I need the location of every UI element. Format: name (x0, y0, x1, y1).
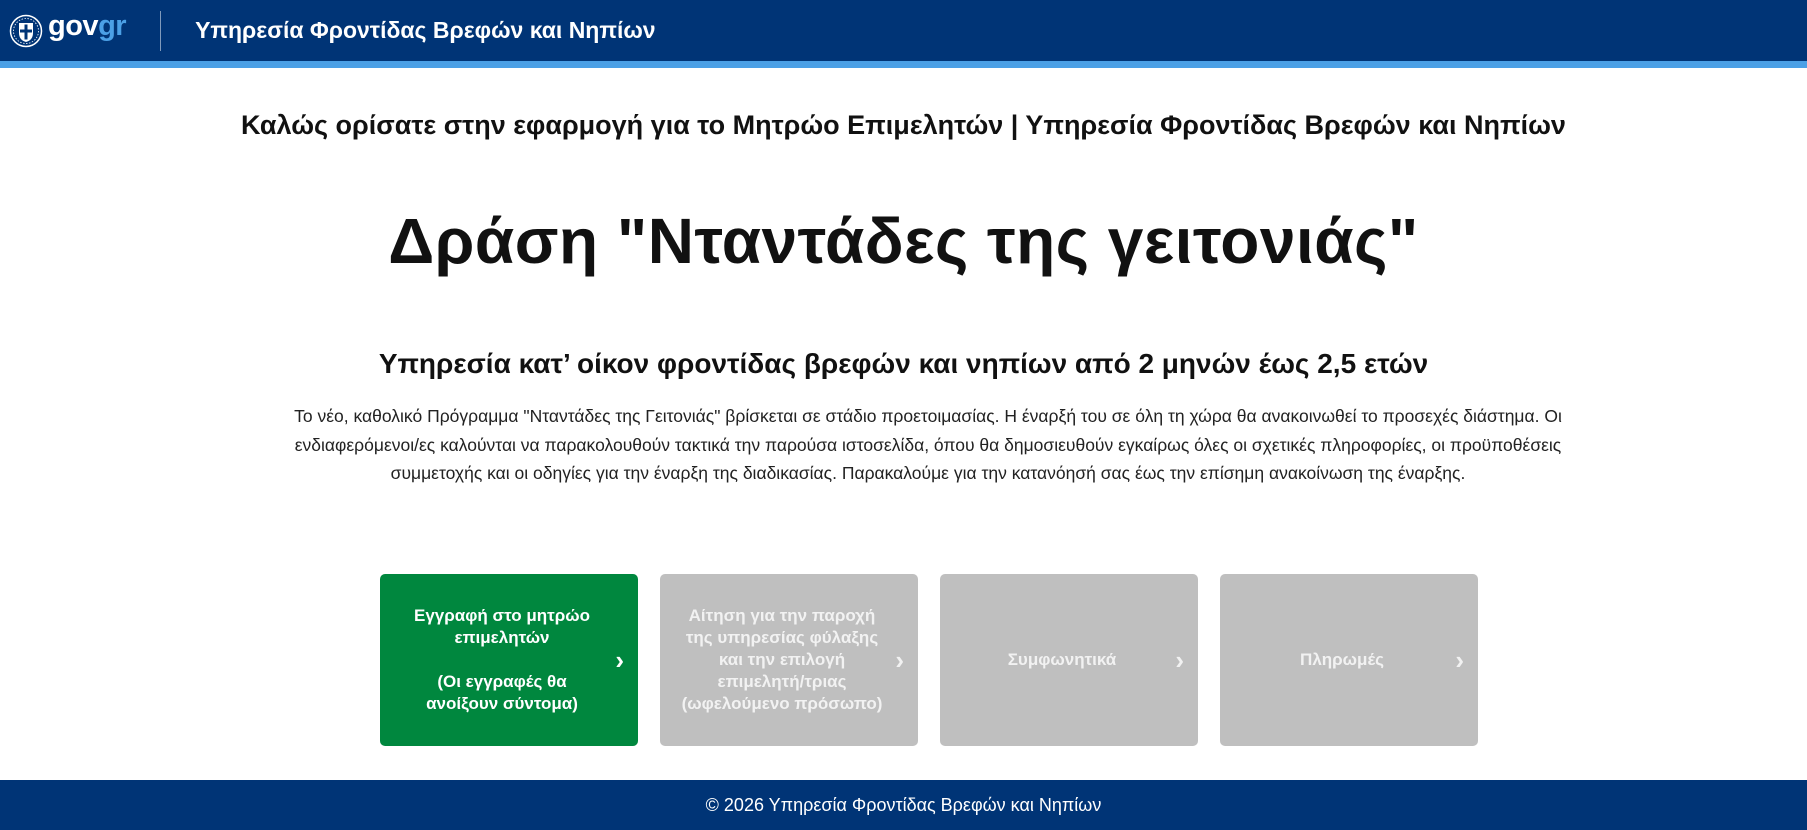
card-label: Πληρωμές (1300, 650, 1384, 669)
site-footer (0, 780, 1807, 830)
card-label: Συμφωνητικά (1007, 650, 1117, 669)
main-content (0, 68, 1807, 780)
logo-gr-text: gr (98, 10, 127, 42)
register-caregiver-card[interactable] (380, 574, 638, 746)
logo-gov-text: gov (48, 10, 99, 42)
chevron-right-icon: › (1175, 645, 1184, 675)
govgr-logo[interactable] (8, 1, 126, 61)
agreements-card[interactable] (940, 574, 1198, 746)
service-title-link[interactable]: Υπηρεσία Φροντίδας Βρεφών και Νηπίων (195, 17, 656, 43)
chevron-right-icon: › (1455, 645, 1464, 675)
card-label: Εγγραφή στο μητρώο επιμελητών (Οι εγγραφές θα ανοίξουν σύντομα) (414, 606, 590, 713)
card-label: Αίτηση για την παροχή της υπηρεσίας φύλαξης και την επιλογή επιμελητή/τριας (ωφελούμενο πρόσωπο) (681, 606, 883, 713)
greek-emblem-icon (8, 13, 44, 49)
action-cards (380, 574, 1500, 746)
service-subtitle: Υπηρεσία κατ’ οίκον φροντίδας βρεφών και νηπίων από 2 μηνών έως 2,5 ετών (378, 348, 1429, 379)
welcome-heading: Καλώς ορίσατε στην εφαρμογή για το Μητρώο Επιμελητών | Υπηρεσία Φροντίδας Βρεφών και Νηπίων (241, 110, 1566, 140)
program-description: Το νέο, καθολικό Πρόγραμμα "Νταντάδες της Γειτονιάς" βρίσκεται σε στάδιο προετοιμασίας. Η έναρξή του σε όλη τη χώρα θα ανακοινωθεί το προσεχές διάστημα. Οι ενδιαφερόμενοι/ες καλούνται να παρακολουθούν τακτικά την παρούσα ιστοσελίδα, όπου θα δημοσιευθούν εγκαίρως όλες οι σχετικές πληροφορίες, οι προϋποθέσεις συμμετοχής και οι οδηγίες για την έναρξη της διαδικασίας. Παρακαλούμε για την κατανόησή σας έως την επίσημη ανακοίνωση της έναρξης. (294, 406, 1562, 483)
chevron-right-icon: › (615, 645, 624, 675)
chevron-right-icon: › (895, 645, 904, 675)
program-title: Δράση "Νταντάδες της γειτονιάς" (388, 205, 1419, 277)
site-header (0, 0, 1807, 68)
payments-card[interactable] (1220, 574, 1478, 746)
header-divider (160, 11, 161, 51)
govgr-wordmark (48, 10, 126, 43)
footer-copyright: © 2026 Υπηρεσία Φροντίδας Βρεφών και Νηπίων (705, 794, 1102, 815)
service-application-card[interactable] (660, 574, 918, 746)
